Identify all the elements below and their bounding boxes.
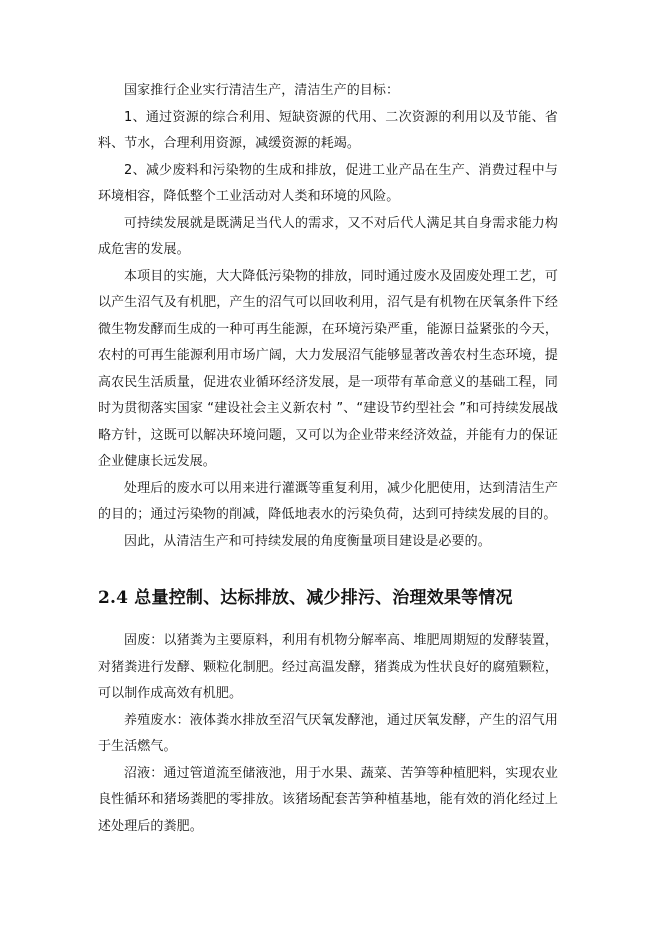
body-text-upper xyxy=(98,78,558,555)
paragraph-goals-intro: 国家推行企业实行清洁生产，清洁生产的目标： xyxy=(124,83,400,98)
body-text-lower xyxy=(98,628,558,840)
paragraph-sustainable-definition: 可持续发展就是既满足当代人的需求，又不对后代人满足其自身需求能力构成危害的发展。 xyxy=(98,215,558,257)
paragraph-breeding-wastewater: 养殖废水：液体粪水排放至沼气厌氧发酵池，通过厌氧发酵，产生的沼气用于生活燃气。 xyxy=(98,712,558,754)
paragraph-solid-waste: 固废：以猪粪为主要原料，利用有机物分解率高、堆肥周期短的发酵装置，对猪粪进行发酵、颗粒化制肥。经过高温发酵，猪粪成为性状良好的腐殖颗粒，可以制作成高效有机肥。 xyxy=(98,633,558,701)
section-heading: 2.4 总量控制、达标排放、减少排污、治理效果等情况 xyxy=(98,588,513,608)
paragraph-goal-2: 2、减少废料和污染物的生成和排放，促进工业产品在生产、消费过程中与环境相容，降低整个工业活动对人类和环境的风险。 xyxy=(98,162,558,204)
paragraph-goal-1: 1、通过资源的综合利用、短缺资源的代用、二次资源的利用以及节能、省料、节水，合理利用资源，减缓资源的耗竭。 xyxy=(98,109,558,151)
paragraph-project-implementation: 本项目的实施，大大降低污染物的排放，同时通过废水及固废处理工艺，可以产生沼气及有机肥，产生的沼气可以回收利用，沼气是有机物在厌氧条件下经微生物发酵而生成的一种可再生能源，在环境污染严重，能源日益紧张的今天，农村的可再生能源利用市场广阔，大力发展沼气能够显著改善农村生态环境，提高农民生活质量，促进农业循环经济发展，是一项带有革命意义的基础工程，同时为贯彻落实国家 “建设社会主义新农村 ”、“建设节约型社会 ”和可持续发展战略方针，这既可以解决环境问题，又可以为企业带来经济效益，并能有力的保证企业健康长远发展。 xyxy=(98,268,558,469)
paragraph-conclusion: 因此，从清洁生产和可持续发展的角度衡量项目建设是必要的。 xyxy=(124,533,491,549)
paragraph-wastewater-reuse: 处理后的废水可以用来进行灌溉等重复利用，减少化肥使用，达到清洁生产的目的；通过污染物的削减，降低地表水的污染负荷，达到可持续发展的目的。 xyxy=(98,480,558,522)
paragraph-biogas-slurry: 沼液：通过管道流至储液池，用于水果、蔬菜、苦笋等种植肥料，实现农业良性循环和猪场粪肥的零排放。该猪场配套苦笋种植基地，能有效的消化经过上述处理后的粪肥。 xyxy=(98,765,558,834)
